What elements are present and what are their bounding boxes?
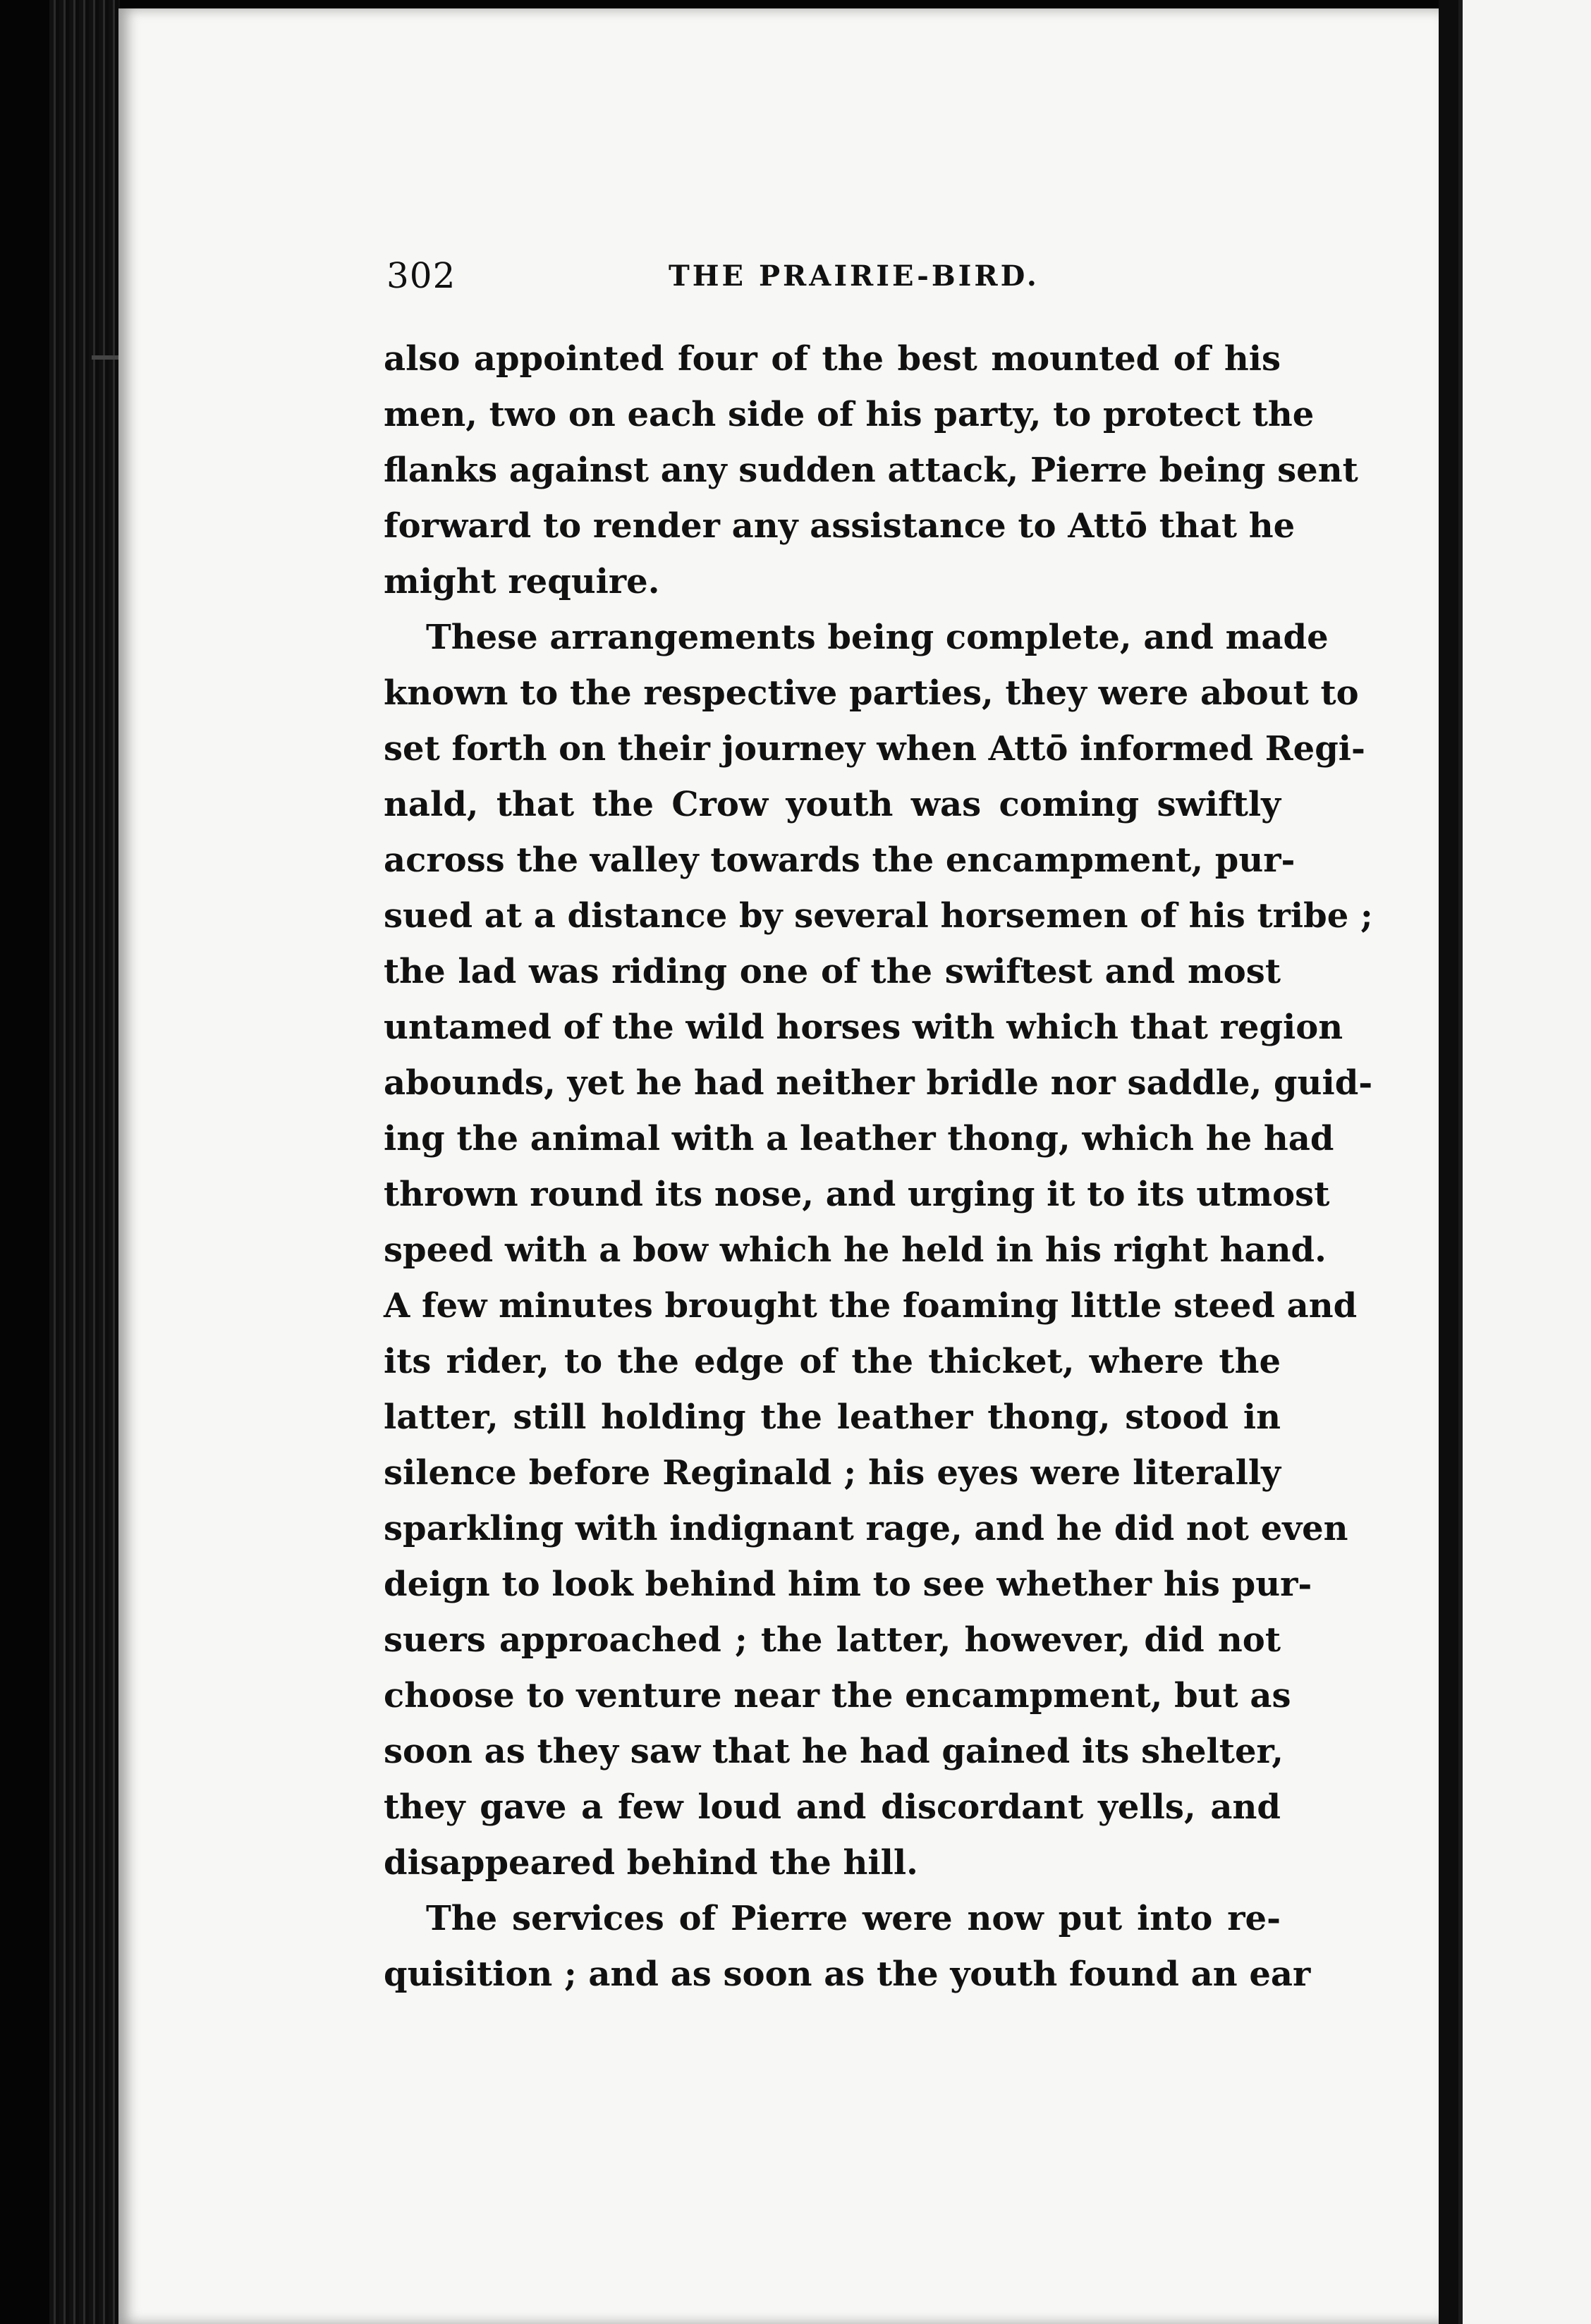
text-line: the lad was riding one of the swiftest and most — [384, 952, 1281, 991]
text-line: might require. — [384, 562, 660, 601]
text-line: they gave a few loud and discordant yells, and — [384, 1787, 1281, 1827]
text-line: its rider, to the edge of the thicket, where the — [384, 1342, 1281, 1381]
text-line: forward to render any assistance to Attō that he — [384, 506, 1296, 546]
text-line: across the valley towards the encampment, pur- — [384, 840, 1296, 880]
running-head — [386, 255, 1315, 305]
text-line: also appointed four of the best mounted of his — [384, 339, 1281, 379]
text-line: untamed of the wild horses with which that region — [384, 1008, 1343, 1047]
text-line: soon as they saw that he had gained its shelter, — [384, 1732, 1284, 1771]
text-line: The services of Pierre were now put into re- — [426, 1899, 1281, 1938]
text-line: sued at a distance by several horsemen of his tribe ; — [384, 896, 1373, 936]
text-line: sparkling with indignant rage, and he did not even — [384, 1509, 1348, 1548]
text-line: deign to look behind him to see whether his pur- — [384, 1565, 1312, 1604]
text-line: thrown round its nose, and urging it to its utmost — [384, 1175, 1330, 1214]
running-title: THE PRAIRIE-BIRD. — [669, 259, 1040, 293]
body-text — [384, 331, 1373, 2002]
text-line: These arrangements being complete, and made — [426, 618, 1329, 657]
text-line: quisition ; and as soon as the youth found an ear — [384, 1955, 1311, 1994]
text-line: suers approached ; the latter, however, did not — [384, 1620, 1281, 1660]
page-edge-shadow — [1439, 0, 1458, 2324]
text-line: flanks against any sudden attack, Pierre being sent — [384, 451, 1358, 490]
text-line: choose to venture near the encampment, but as — [384, 1676, 1291, 1716]
text-line: ing the animal with a leather thong, which he had — [384, 1119, 1334, 1158]
text-line: speed with a bow which he held in his right hand. — [384, 1230, 1327, 1270]
facing-page-sliver — [1458, 0, 1591, 2324]
text-line: known to the respective parties, they were about to — [384, 673, 1359, 713]
text-line: A few minutes brought the foaming little steed and — [384, 1286, 1358, 1326]
page-number: 302 — [386, 255, 456, 296]
book-binding-gutter — [49, 0, 120, 2324]
text-line: silence before Reginald ; his eyes were literally — [384, 1453, 1281, 1493]
text-line: abounds, yet he had neither bridle nor saddle, guid- — [384, 1063, 1373, 1103]
text-line: nald, that the Crow youth was coming swiftly — [384, 785, 1281, 824]
text-line: men, two on each side of his party, to protect the — [384, 395, 1315, 434]
text-line: latter, still holding the leather thong, stood in — [384, 1398, 1281, 1437]
text-line: set forth on their journey when Attō informed Regi- — [384, 729, 1365, 769]
text-line: disappeared behind the hill. — [384, 1843, 918, 1883]
